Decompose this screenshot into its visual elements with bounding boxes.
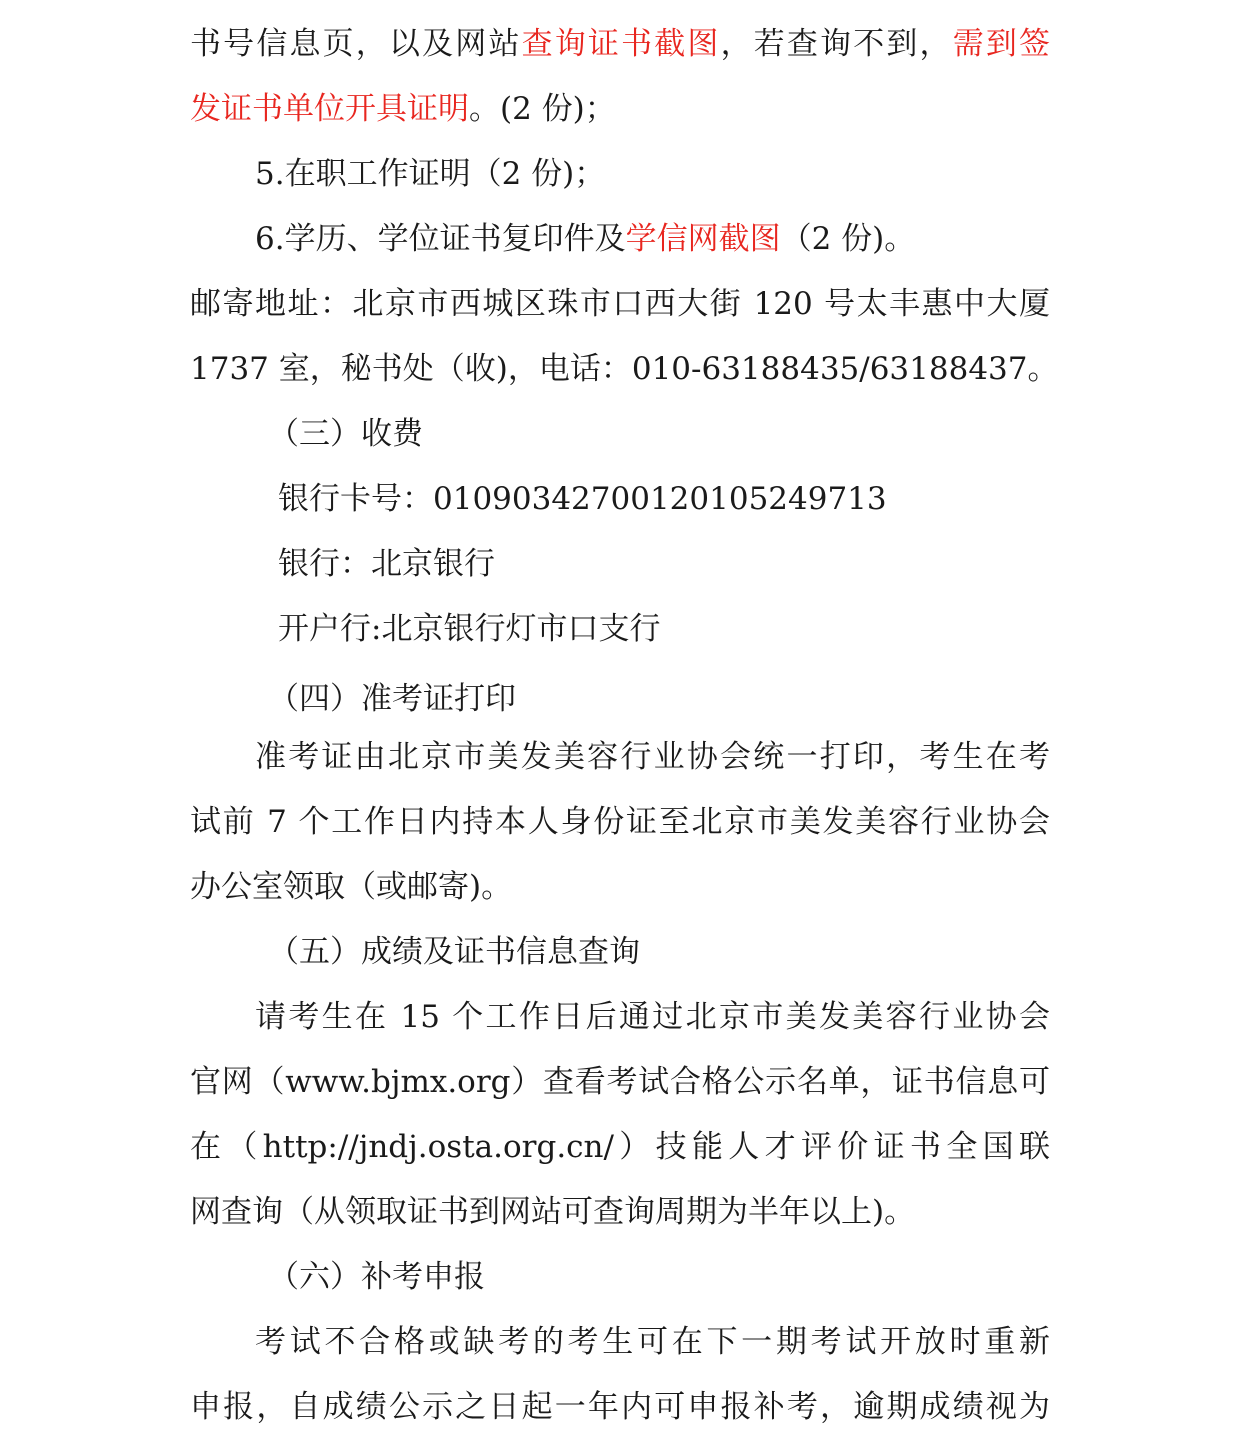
line-13 [190, 798, 1050, 846]
text-segment: （五）成绩及证书信息查询 [268, 934, 640, 970]
section-heading-results [268, 928, 1050, 976]
line-3 [255, 150, 1050, 198]
text-segment: （三）收费 [268, 416, 423, 452]
line-5 [190, 280, 1050, 328]
text-segment: 在（http://jndj.osta.org.cn/）技能人才评价证书全国联 [190, 1129, 1050, 1165]
text-segment: 。(2 份)； [469, 91, 616, 127]
line-4 [255, 215, 1050, 263]
text-segment: （四）准考证打印 [268, 681, 516, 717]
section-heading-fees [268, 410, 1050, 458]
text-segment: ，若查询不到， [720, 26, 953, 62]
text-segment: 试前 7 个工作日内持本人身份证至北京市美发美容行业协会 [190, 804, 1050, 840]
bank-card-number [278, 475, 1050, 523]
line-6 [190, 345, 1059, 393]
highlighted-text: 查询证书截图 [521, 26, 721, 62]
text-segment: 银行卡号：01090342700120105249713 [278, 481, 887, 517]
line-16 [255, 993, 1050, 1041]
highlighted-text: 需到签 [952, 26, 1051, 62]
line-18 [190, 1123, 1050, 1171]
line-17 [190, 1058, 1050, 1106]
highlighted-text: 学信网截图 [625, 221, 781, 257]
text-segment: 书号信息页，以及网站 [190, 26, 522, 62]
bank-name [278, 540, 1050, 588]
line-22 [190, 1383, 1050, 1431]
text-segment: 邮寄地址：北京市西城区珠市口西大街 120 号太丰惠中大厦 [190, 286, 1050, 322]
section-heading-admission-ticket [268, 675, 1050, 723]
highlighted-text: 发证书单位开具证明 [190, 91, 469, 127]
text-segment: 请考生在 15 个工作日后通过北京市美发美容行业协会 [255, 999, 1050, 1035]
text-segment: （六）补考申报 [268, 1259, 485, 1295]
line-12 [255, 733, 1050, 781]
text-segment: 准考证由北京市美发美容行业协会统一打印，考生在考 [255, 739, 1050, 775]
text-segment: 网查询（从领取证书到网站可查询周期为半年以上)。 [190, 1194, 916, 1230]
text-segment: 银行：北京银行 [278, 546, 495, 582]
line-2 [190, 85, 1050, 133]
text-segment: 1737 室，秘书处（收)，电话：010-63188435/63188437。 [190, 351, 1059, 387]
text-segment: 申报，自成绩公示之日起一年内可申报补考，逾期成绩视为 [190, 1389, 1050, 1425]
text-segment: 6.学历、学位证书复印件及 [255, 221, 626, 257]
line-1 [190, 20, 1050, 68]
line-14 [190, 863, 1050, 911]
text-segment: 开户行:北京银行灯市口支行 [278, 611, 661, 647]
text-segment: 官网（www.bjmx.org）查看考试合格公示名单，证书信息可 [190, 1064, 1050, 1100]
line-21 [255, 1318, 1050, 1366]
bank-branch [278, 605, 1050, 653]
text-segment: 考试不合格或缺考的考生可在下一期考试开放时重新 [255, 1324, 1050, 1360]
text-segment: 办公室领取（或邮寄)。 [190, 869, 513, 905]
line-19 [190, 1188, 1050, 1236]
text-segment: 5.在职工作证明（2 份)； [255, 156, 606, 192]
text-segment: （2 份)。 [780, 221, 916, 257]
section-heading-retake [268, 1253, 1050, 1301]
